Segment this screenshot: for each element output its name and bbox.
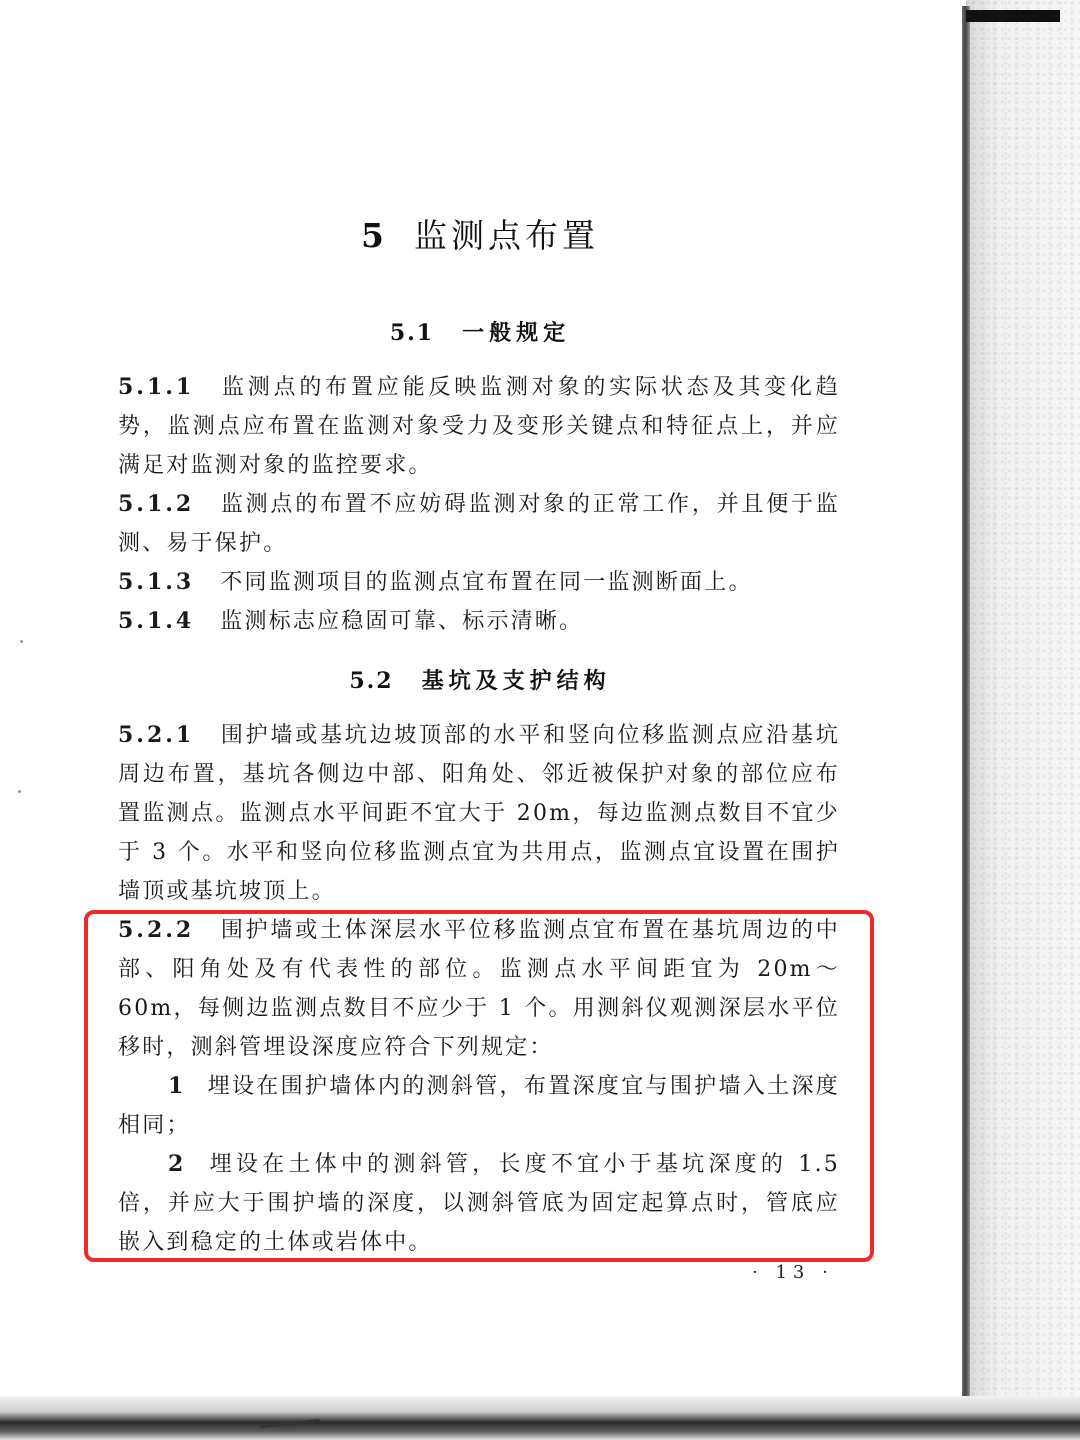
item-number: 1 — [168, 1073, 186, 1099]
clause-5-1-3 — [118, 563, 840, 602]
item-number: 2 — [168, 1151, 186, 1177]
scan-edge-line — [962, 6, 970, 1406]
red-highlight-box — [84, 910, 874, 1262]
chapter-number: 5 — [361, 216, 384, 255]
scan-shadow-edge — [966, 0, 1080, 1440]
clause-5-1-2 — [118, 485, 840, 563]
clause-number: 5.1.4 — [118, 608, 195, 634]
clause-text: 监测标志应稳固可靠、标示清晰。 — [220, 609, 584, 634]
clause-number: 5.1.1 — [118, 374, 195, 400]
clause-number: 5.2.2 — [118, 917, 195, 943]
chapter-title-text: 监测点布置 — [413, 216, 599, 255]
clause-text: 围护墙或基坑边坡顶部的水平和竖向位移监测点应沿基坑周边布置，基坑各侧边中部、阳角处、邻近被保护对象的部位应布置监测点。监测点水平间距不宜大于 20m，每边监测点数目不宜少于 3 个。水平和竖向位移监测点宜为共用点，监测点宜设置在围护墙顶或基坑坡顶上。 — [118, 723, 840, 904]
page-number: · 13 · — [752, 1262, 834, 1283]
clause-5-2-1 — [118, 716, 840, 911]
section-number: 5.2 — [349, 668, 394, 694]
section-title-text: 一般规定 — [462, 320, 571, 346]
chapter-title — [0, 210, 960, 257]
clause-5-1-1 — [118, 368, 840, 485]
clause-text: 监测点的布置应能反映监测对象的实际状态及其变化趋势，监测点应布置在监测对象受力及变形关键点和特征点上，并应满足对监测对象的监控要求。 — [118, 375, 840, 478]
scan-speck — [18, 790, 21, 793]
item-text: 埋设在土体中的测斜管，长度不宜小于基坑深度的 1.5 倍，并应大于围护墙的深度，以测斜管底为固定起算点时，管底应嵌入到稳定的土体或岩体中。 — [118, 1152, 840, 1255]
clause-number: 5.1.3 — [118, 569, 195, 595]
section-number: 5.1 — [389, 320, 435, 346]
section-title-text: 基坑及支护结构 — [421, 668, 611, 694]
clause-text: 围护墙或土体深层水平位移监测点宜布置在基坑周边的中部、阳角处及有代表性的部位。监测点水平间距宜为 20m～60m，每侧边监测点数目不应少于 1 个。用测斜仪观测深层水平位移时，测斜管埋设深度应符合下列规定： — [118, 918, 840, 1060]
clause-text: 监测点的布置不应妨碍监测对象的正常工作，并且便于监测、易于保护。 — [118, 492, 840, 556]
scan-top-bar — [966, 10, 1060, 22]
clause-number: 5.1.2 — [118, 491, 195, 517]
clause-text: 不同监测项目的监测点宜布置在同一监测断面上。 — [220, 570, 753, 595]
clause-number: 5.2.1 — [118, 722, 195, 748]
section-title-5-2 — [0, 664, 960, 695]
clause-5-1-4 — [118, 602, 840, 641]
scan-bottom-edge — [0, 1396, 1080, 1440]
scan-speck — [20, 640, 23, 643]
section-title-5-1 — [0, 316, 960, 347]
item-text: 埋设在围护墙体内的测斜管，布置深度宜与围护墙入土深度相同； — [118, 1074, 840, 1138]
